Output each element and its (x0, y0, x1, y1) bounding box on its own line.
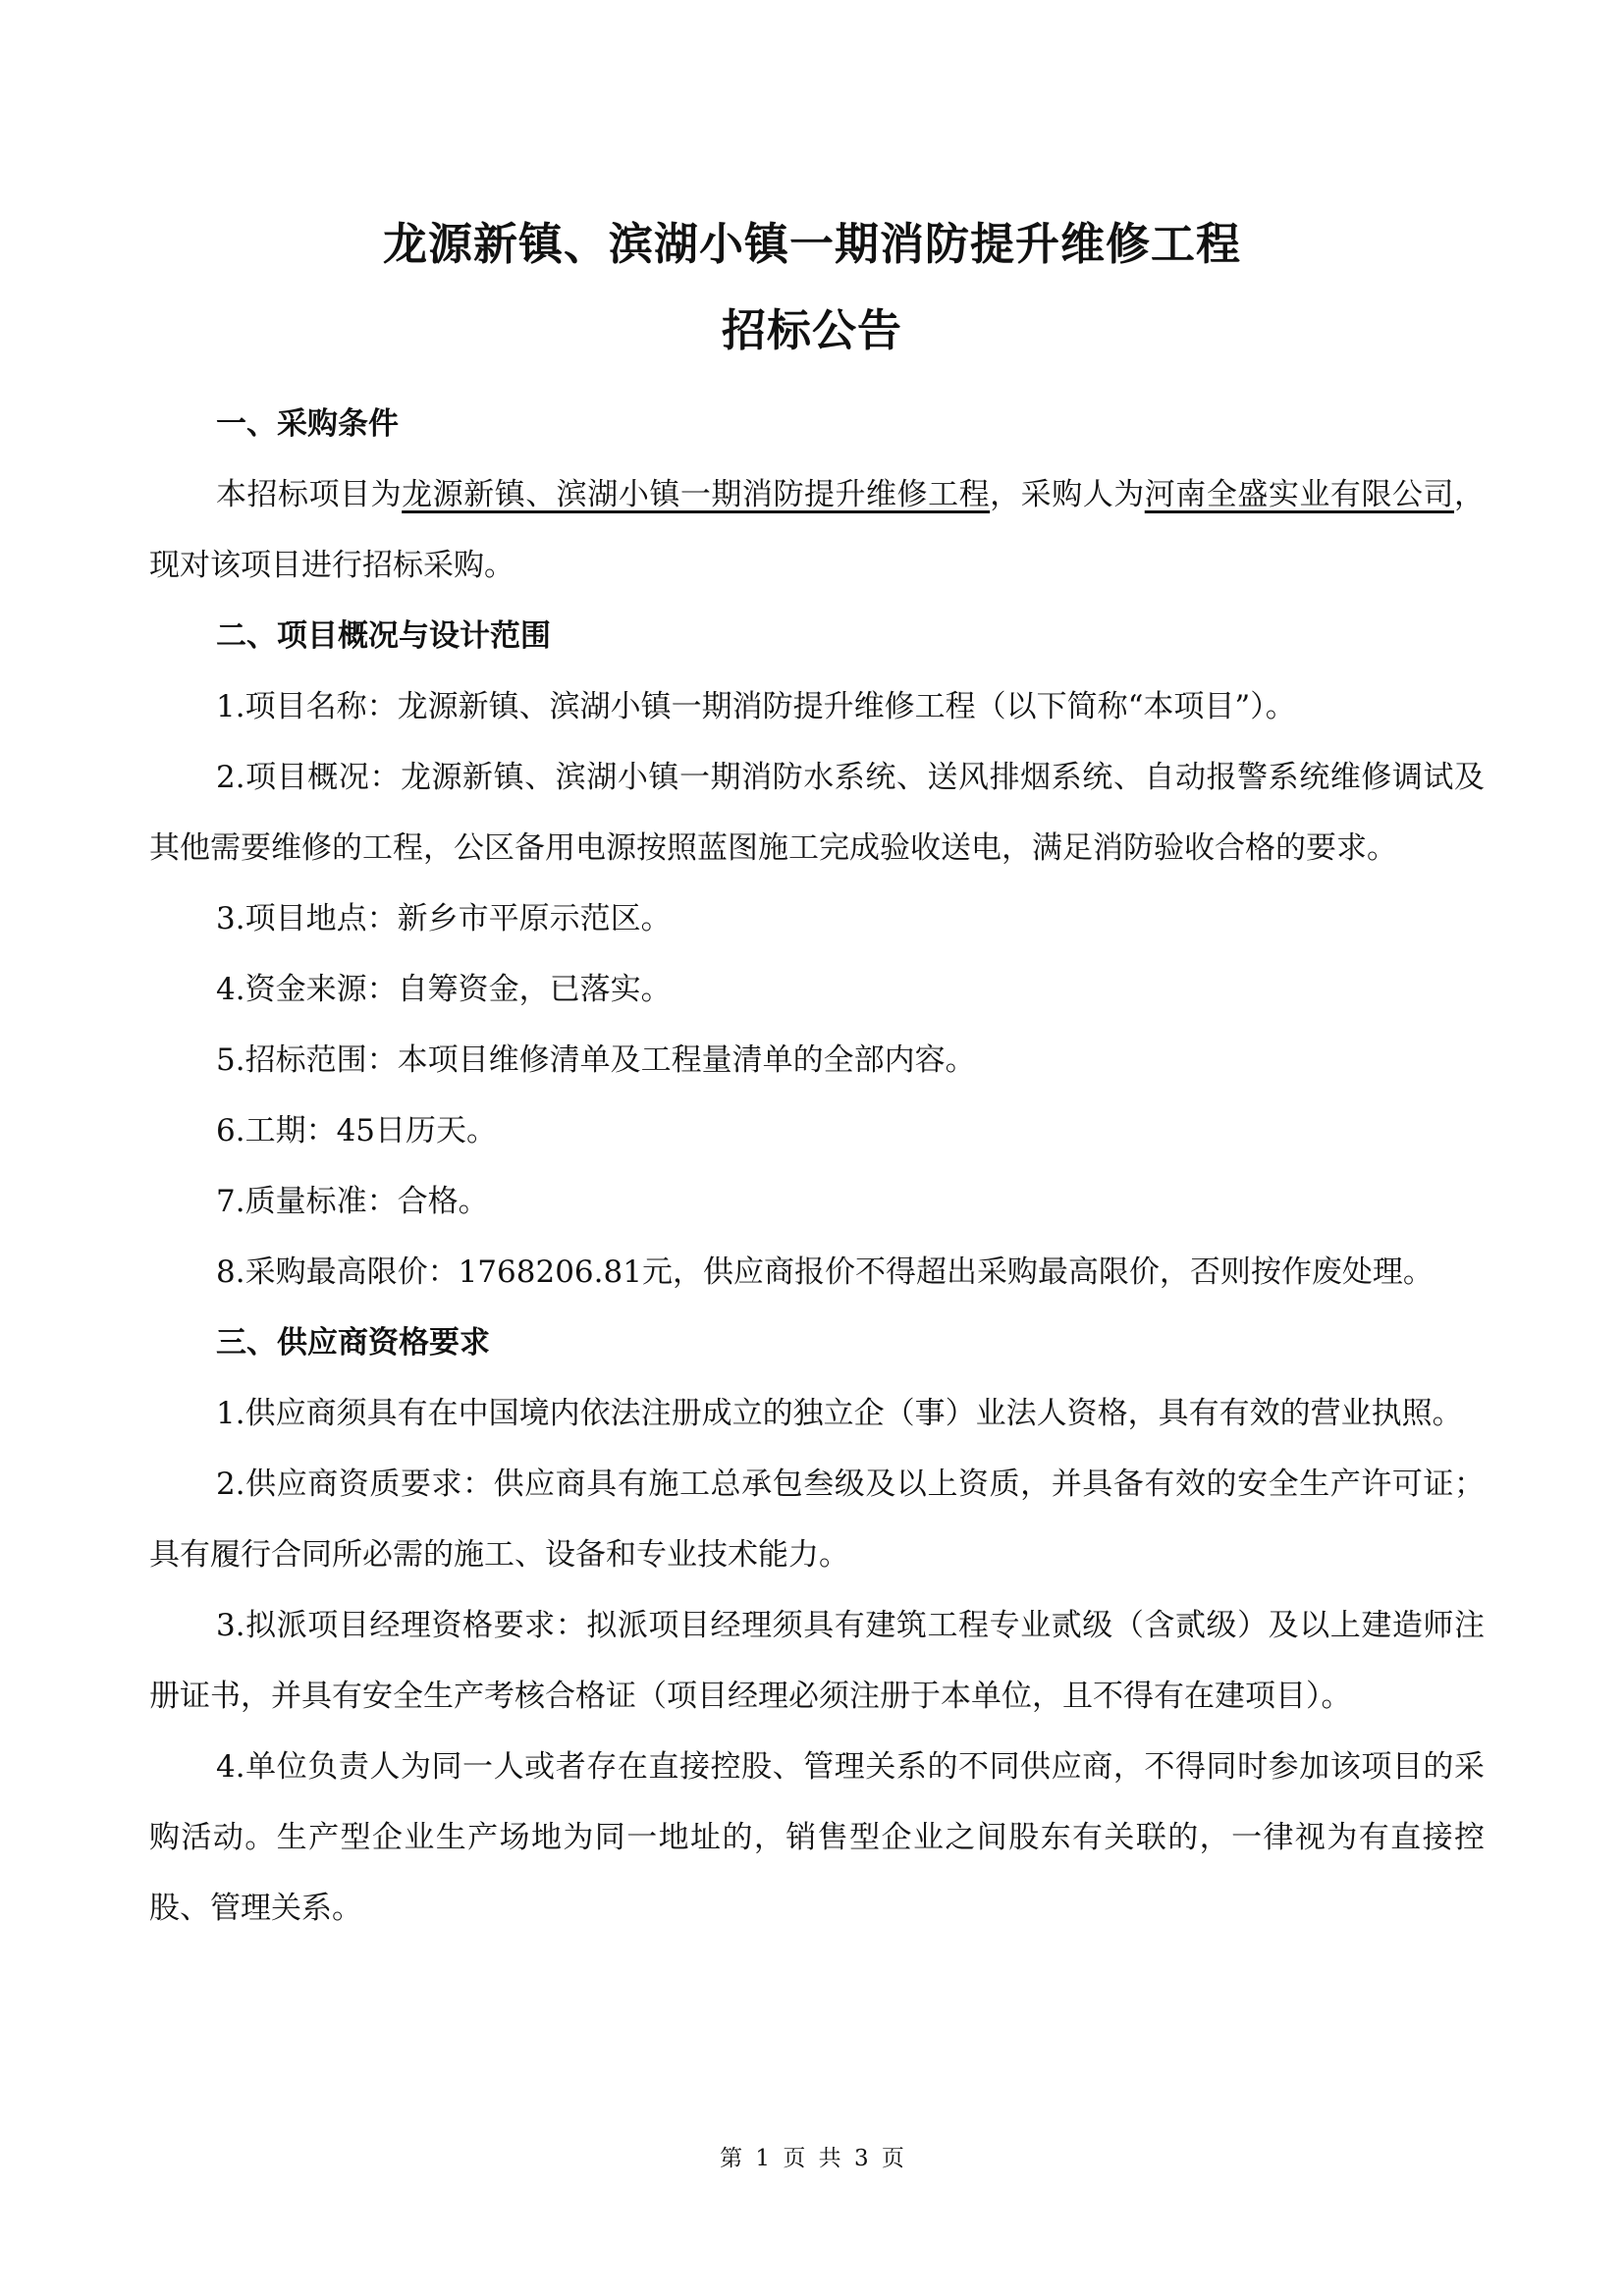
purchaser-name-underlined: 河南全盛实业有限公司 (1144, 477, 1455, 512)
text-span: ，现对该项目进行招标采购。 (149, 477, 1486, 583)
paragraph-qualification-2: 2.供应商资质要求：供应商具有施工总承包叁级及以上资质，并具备有效的安全生产许可证；具有履行合同所必需的施工、设备和专业技术能力。 (149, 1467, 1485, 1573)
paragraph-qualification-3: 3.拟派项目经理资格要求：拟派项目经理须具有建筑工程专业贰级（含贰级）及以上建造师注册证书，并具有安全生产考核合格证（项目经理必须注册于本单位，且不得有在建项目）。 (149, 1608, 1485, 1714)
section-heading-project-overview: 二、项目概况与设计范围 (216, 618, 551, 654)
paragraph-bidding-scope: 5.招标范围：本项目维修清单及工程量清单的全部内容。 (216, 1042, 976, 1078)
document-title: 龙源新镇、滨湖小镇一期消防提升维修工程 (382, 218, 1241, 270)
paragraph-price-ceiling: 8.采购最高限价：1768206.81元，供应商报价不得超出采购最高限价，否则按作废处理。 (216, 1255, 1434, 1290)
section-heading-purchase-conditions: 一、采购条件 (216, 406, 399, 442)
page-number-footer: 第 1 页 共 3 页 (720, 2146, 904, 2171)
text-span: ，采购人为 (990, 477, 1145, 512)
paragraph-funding-source: 4.资金来源：自筹资金，已落实。 (216, 972, 672, 1007)
paragraph-project-name: 1.项目名称：龙源新镇、滨湖小镇一期消防提升维修工程（以下简称“本项目”）。 (216, 689, 1296, 724)
paragraph-project-location: 3.项目地点：新乡市平原示范区。 (216, 901, 672, 936)
project-name-underlined: 龙源新镇、滨湖小镇一期消防提升维修工程 (402, 477, 991, 512)
paragraph-construction-period: 6.工期：45日历天。 (216, 1113, 498, 1148)
document-subtitle: 招标公告 (721, 304, 902, 356)
section-heading-supplier-qualifications: 三、供应商资格要求 (216, 1325, 490, 1361)
document-body (149, 389, 1485, 1944)
paragraph-qualification-1: 1.供应商须具有在中国境内依法注册成立的独立企（事）业法人资格，具有有效的营业执照。 (216, 1396, 1463, 1431)
paragraph-purchase-conditions (149, 459, 1485, 601)
paragraph-qualification-4: 4.单位负责人为同一人或者存在直接控股、管理关系的不同供应商，不得同时参加该项目的采购活动。生产型企业生产场地为同一地址的，销售型企业之间股东有关联的，一律视为有直接控股、管理关系。 (149, 1749, 1485, 1926)
paragraph-quality-standard: 7.质量标准：合格。 (216, 1184, 489, 1219)
text-span: 本招标项目为 (216, 477, 403, 512)
paragraph-project-overview: 2.项目概况：龙源新镇、滨湖小镇一期消防水系统、送风排烟系统、自动报警系统维修调试及其他需要维修的工程，公区备用电源按照蓝图施工完成验收送电，满足消防验收合格的要求。 (149, 760, 1485, 866)
